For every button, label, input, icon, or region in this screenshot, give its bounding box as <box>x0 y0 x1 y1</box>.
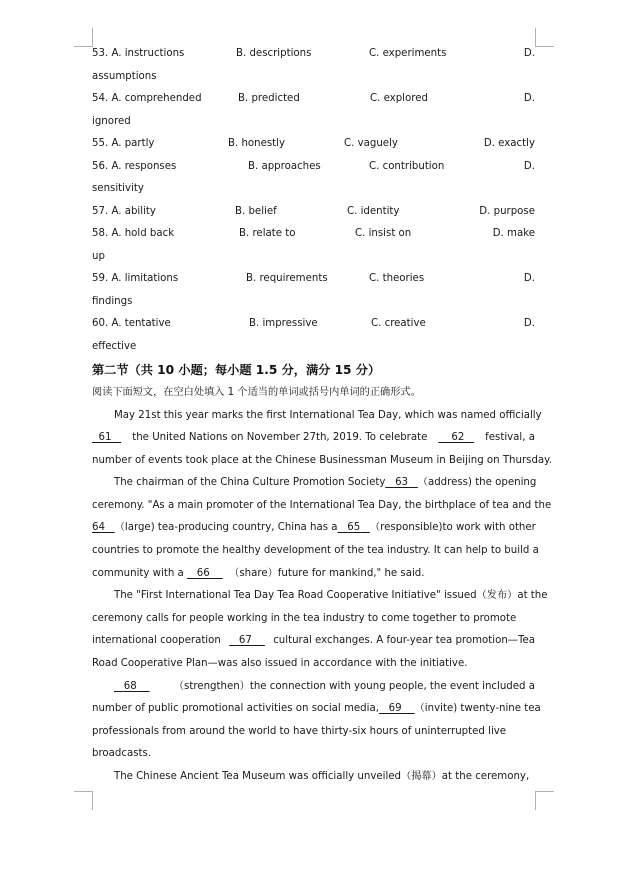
text-line: number of events took place at the Chinese Businessman Museum in Beijing on Thursday. <box>92 454 552 466</box>
document-body <box>92 43 552 789</box>
blank-65[interactable]: 65 <box>347 522 361 534</box>
option-row <box>92 133 535 156</box>
blank-63[interactable]: 63 <box>395 477 409 489</box>
option-b: B. descriptions <box>236 48 312 59</box>
text-line: countries to promote the healthy development of the tea industry. It can help to build a <box>92 545 539 557</box>
option-d-continuation: sensitivity <box>92 183 144 194</box>
option-c: C. vaguely <box>344 138 398 149</box>
text-line: May 21st this year marks the first International Tea Day, which was named officially <box>114 409 542 421</box>
text-line: international cooperation 67 cultural exchanges. A four-year tea promotion—Tea <box>92 630 535 653</box>
option-row <box>92 88 535 111</box>
blank-64[interactable]: 64 <box>92 522 105 534</box>
text-line: 68 （strengthen）the connection with young people, the event included a <box>92 676 535 699</box>
option-d: D. <box>523 48 535 59</box>
crop-mark-bottom-left <box>74 791 93 810</box>
option-d-continuation: findings <box>92 295 133 307</box>
section-instruction: 阅读下面短文，在空白处填入 1 个适当的单词或括号内单词的正确形式。 <box>92 387 421 398</box>
option-d: D. <box>523 273 535 284</box>
option-b: B. honestly <box>228 138 286 149</box>
option-c: C. insist on <box>355 228 412 239</box>
text-line: The "First International Tea Day Tea Road Cooperative Initiative" issued（发布）at the <box>114 590 548 602</box>
option-a: 57. A. ability <box>92 205 156 217</box>
text-line: Road Cooperative Plan—was also issued in accordance with the initiative. <box>92 658 468 670</box>
blank-67[interactable]: 67 <box>238 635 252 647</box>
option-a: 58. A. hold back <box>92 228 175 239</box>
option-b: B. impressive <box>249 318 318 329</box>
option-c: C. creative <box>371 318 426 329</box>
paragraph-5 <box>92 766 535 789</box>
option-row <box>92 201 535 224</box>
blank-68[interactable]: 68 <box>123 680 137 692</box>
option-c: C. identity <box>347 205 400 217</box>
text-line: number of public promotional activities on social media, 69 （invite) twenty-nine tea <box>92 698 535 721</box>
options-list <box>92 43 535 358</box>
text-line: ceremony. "As a main promoter of the International Tea Day, the birthplace of tea and the <box>92 499 552 511</box>
text-line: community with a 66 （share）future for mankind," he said. <box>92 563 535 586</box>
option-b: B. belief <box>235 205 277 217</box>
text-line: The chairman of the China Culture Promotion Society 63 （address) the opening <box>92 472 535 495</box>
option-row <box>92 43 535 66</box>
text-line: professionals from around the world to have thirty-six hours of uninterrupted live <box>92 725 507 737</box>
blank-66[interactable]: 66 <box>196 567 210 579</box>
crop-mark-top-left <box>74 28 93 47</box>
option-c: C. explored <box>370 93 428 104</box>
text-line: 61 the United Nations on November 27th, 2019. To celebrate 62 festival, a <box>92 427 535 450</box>
paragraph-1 <box>92 405 552 473</box>
blank-61[interactable]: 61 <box>98 432 112 444</box>
paragraph-4 <box>92 676 541 766</box>
option-b: B. approaches <box>248 160 321 172</box>
option-d: D. purpose <box>479 205 535 217</box>
option-a: 53. A. instructions <box>92 48 185 59</box>
crop-mark-bottom-right <box>535 791 554 810</box>
option-d-continuation: up <box>92 250 105 262</box>
option-d: D. <box>523 93 535 104</box>
text-line: broadcasts. <box>92 748 152 760</box>
paragraph-2 <box>92 472 552 585</box>
paragraph-3 <box>92 585 548 675</box>
option-row <box>92 313 535 336</box>
option-c: C. contribution <box>369 160 445 172</box>
text-line: ceremony calls for people working in the tea industry to come together to promote <box>92 612 517 624</box>
option-row <box>92 156 535 179</box>
option-a: 59. A. limitations <box>92 273 179 284</box>
option-row <box>92 268 535 291</box>
option-b: B. relate to <box>239 228 296 239</box>
option-b: B. requirements <box>246 273 328 284</box>
option-d: D. exactly <box>483 138 535 149</box>
option-d: D. <box>523 160 535 172</box>
option-c: C. experiments <box>369 48 447 59</box>
option-d-continuation: ignored <box>92 115 131 127</box>
blank-62[interactable]: 62 <box>451 432 465 444</box>
text-line: 64 （large) tea-producing country, China has a 65 （responsible)to work with other <box>92 517 535 540</box>
option-a: 54. A. comprehended <box>92 93 202 104</box>
section-title: 第二节（共 10 小题；每小题 1.5 分，满分 15 分） <box>92 363 381 377</box>
option-d: D. <box>523 318 535 329</box>
option-b: B. predicted <box>238 93 300 104</box>
option-a: 60. A. tentative <box>92 318 171 329</box>
text-line: The Chinese Ancient Tea Museum was officially unveiled（揭幕）at the ceremony, <box>114 771 530 782</box>
option-d: D. make <box>492 228 535 239</box>
option-row <box>92 223 535 246</box>
option-a: 55. A. partly <box>92 138 155 149</box>
option-d-continuation: assumptions <box>92 70 157 82</box>
option-a: 56. A. responses <box>92 160 177 172</box>
option-d-continuation: effective <box>92 340 137 352</box>
blank-69[interactable]: 69 <box>388 703 402 715</box>
option-c: C. theories <box>369 273 425 284</box>
crop-mark-top-right <box>535 28 554 47</box>
